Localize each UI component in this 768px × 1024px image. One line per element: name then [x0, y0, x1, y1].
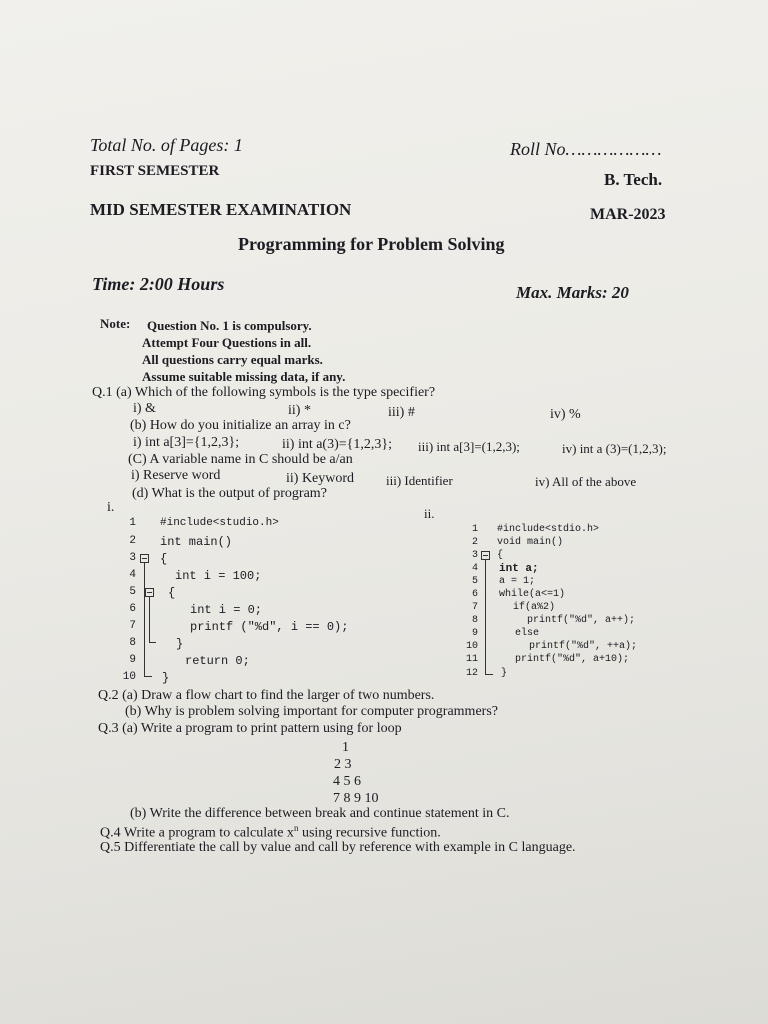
line-number: 2	[471, 537, 478, 548]
q1d: (d) What is the output of program?	[132, 486, 327, 501]
q1c-option: ii) Keyword	[286, 471, 355, 486]
note-line: Assume suitable missing data, if any.	[142, 369, 346, 384]
q1c-option: i) Reserve word	[131, 468, 221, 483]
line-number: 9	[471, 628, 478, 639]
note-label: Note:	[100, 316, 131, 331]
line-number: 7	[129, 620, 136, 632]
note-line: Attempt Four Questions in all.	[142, 335, 312, 350]
code-line: int i = 0;	[190, 603, 263, 617]
line-number: 7	[471, 602, 478, 613]
code-line: printf("%d", a++);	[527, 615, 636, 626]
exam-date: MAR-2023	[590, 206, 666, 223]
code-line: }	[162, 671, 170, 685]
q2b: (b) Why is problem solving important for computer programmers?	[125, 704, 498, 719]
q1c-option: iv) All of the above	[535, 474, 637, 489]
code-line: {	[497, 550, 504, 561]
line-number: 9	[129, 654, 136, 666]
line-number: 4	[129, 569, 136, 581]
fold-marker-icon	[145, 588, 154, 597]
q4-text-end: using recursive function.	[298, 825, 441, 841]
q4-text: Q.4 Write a program to calculate x	[100, 825, 294, 841]
code-line: {	[168, 586, 176, 600]
program-ii-label: ii.	[424, 506, 435, 521]
fold-guide	[144, 563, 145, 676]
q3b: (b) Write the difference between break and continue statement in C.	[130, 806, 510, 821]
line-number: 3	[129, 552, 136, 564]
line-number: 8	[471, 615, 478, 626]
q4-superscript: n	[293, 823, 299, 833]
code-line: int main()	[160, 535, 233, 549]
code-line: int i = 100;	[175, 569, 262, 583]
line-number: 11	[465, 654, 478, 665]
semester: FIRST SEMESTER	[90, 163, 220, 179]
line-number: 6	[471, 589, 478, 600]
q1b: (b) How do you initialize an array in c?	[130, 418, 351, 433]
line-number: 6	[129, 603, 136, 615]
q1b-option: iii) int a[3]=(1,2,3);	[418, 439, 520, 454]
q3a: Q.3 (a) Write a program to print pattern using for loop	[98, 721, 402, 736]
exam-title: MID SEMESTER EXAMINATION	[90, 200, 352, 219]
code-line: a = 1;	[499, 576, 536, 587]
code-line: #include<stdio.h>	[497, 524, 600, 535]
line-number: 10	[122, 671, 136, 683]
note-line: All questions carry equal marks.	[142, 352, 323, 367]
code-line: #include<studio.h>	[160, 517, 279, 529]
q1c-option: iii) Identifier	[386, 473, 453, 488]
roll-number: Roll No………………	[510, 139, 662, 159]
code-line: printf("%d", ++a);	[529, 641, 638, 652]
max-marks: Max. Marks: 20	[516, 283, 629, 302]
code-line: void main()	[497, 537, 564, 548]
code-line: {	[160, 552, 168, 566]
fold-guide	[149, 597, 150, 642]
line-number: 3	[471, 550, 478, 561]
line-number: 8	[129, 637, 136, 649]
code-line: }	[501, 668, 508, 679]
line-number: 12	[465, 668, 478, 679]
code-line: printf("%d", a+10);	[515, 654, 630, 665]
fold-guide	[485, 674, 493, 675]
course: B. Tech.	[604, 170, 663, 189]
code-line: printf ("%d", i == 0);	[190, 620, 349, 634]
total-pages: Total No. of Pages: 1	[90, 135, 243, 155]
pattern-row: 2 3	[334, 757, 352, 772]
q1b-option: ii) int a(3)={1,2,3};	[282, 437, 392, 452]
subject-title: Programming for Problem Solving	[238, 234, 505, 254]
program-i-label: i.	[107, 500, 115, 515]
q2a: Q.2 (a) Draw a flow chart to find the larger of two numbers.	[98, 688, 435, 703]
pattern-row: 1	[342, 740, 349, 755]
code-line: }	[176, 637, 184, 651]
line-number: 5	[471, 576, 478, 587]
code-line: return 0;	[185, 654, 250, 668]
q1a-option: iv) %	[550, 407, 581, 422]
fold-guide	[485, 560, 486, 674]
line-number: 10	[465, 641, 478, 652]
code-line: else	[515, 628, 540, 639]
line-number: 4	[471, 563, 478, 574]
fold-marker-icon	[140, 554, 149, 563]
fold-guide	[144, 676, 152, 677]
exam-time: Time: 2:00 Hours	[92, 274, 225, 294]
code-line: while(a<=1)	[499, 589, 566, 600]
line-number: 2	[129, 535, 136, 547]
q1a-option: ii) *	[288, 403, 311, 418]
pattern-row: 4 5 6	[333, 774, 361, 789]
note-line: Question No. 1 is compulsory.	[147, 318, 312, 333]
q1a-option: iii) #	[388, 405, 415, 420]
code-line: if(a%2)	[513, 602, 556, 613]
q1b-option: i) int a[3]={1,2,3};	[133, 435, 240, 450]
line-number: 5	[129, 586, 136, 598]
q1a-option: i) &	[133, 401, 156, 416]
q4	[100, 823, 441, 842]
q1b-option: iv) int a (3)=(1,2,3);	[562, 441, 667, 456]
q1a: Q.1 (a) Which of the following symbols is the type specifier?	[92, 385, 436, 400]
pattern-row: 7 8 9 10	[333, 791, 379, 806]
fold-marker-icon	[481, 551, 490, 560]
q1c: (C) A variable name in C should be a/an	[128, 452, 353, 467]
code-line: int a;	[499, 563, 539, 575]
line-number: 1	[129, 517, 136, 529]
line-number: 1	[471, 524, 478, 535]
q5: Q.5 Differentiate the call by value and call by reference with example in C language.	[100, 840, 576, 855]
fold-guide	[149, 642, 156, 643]
